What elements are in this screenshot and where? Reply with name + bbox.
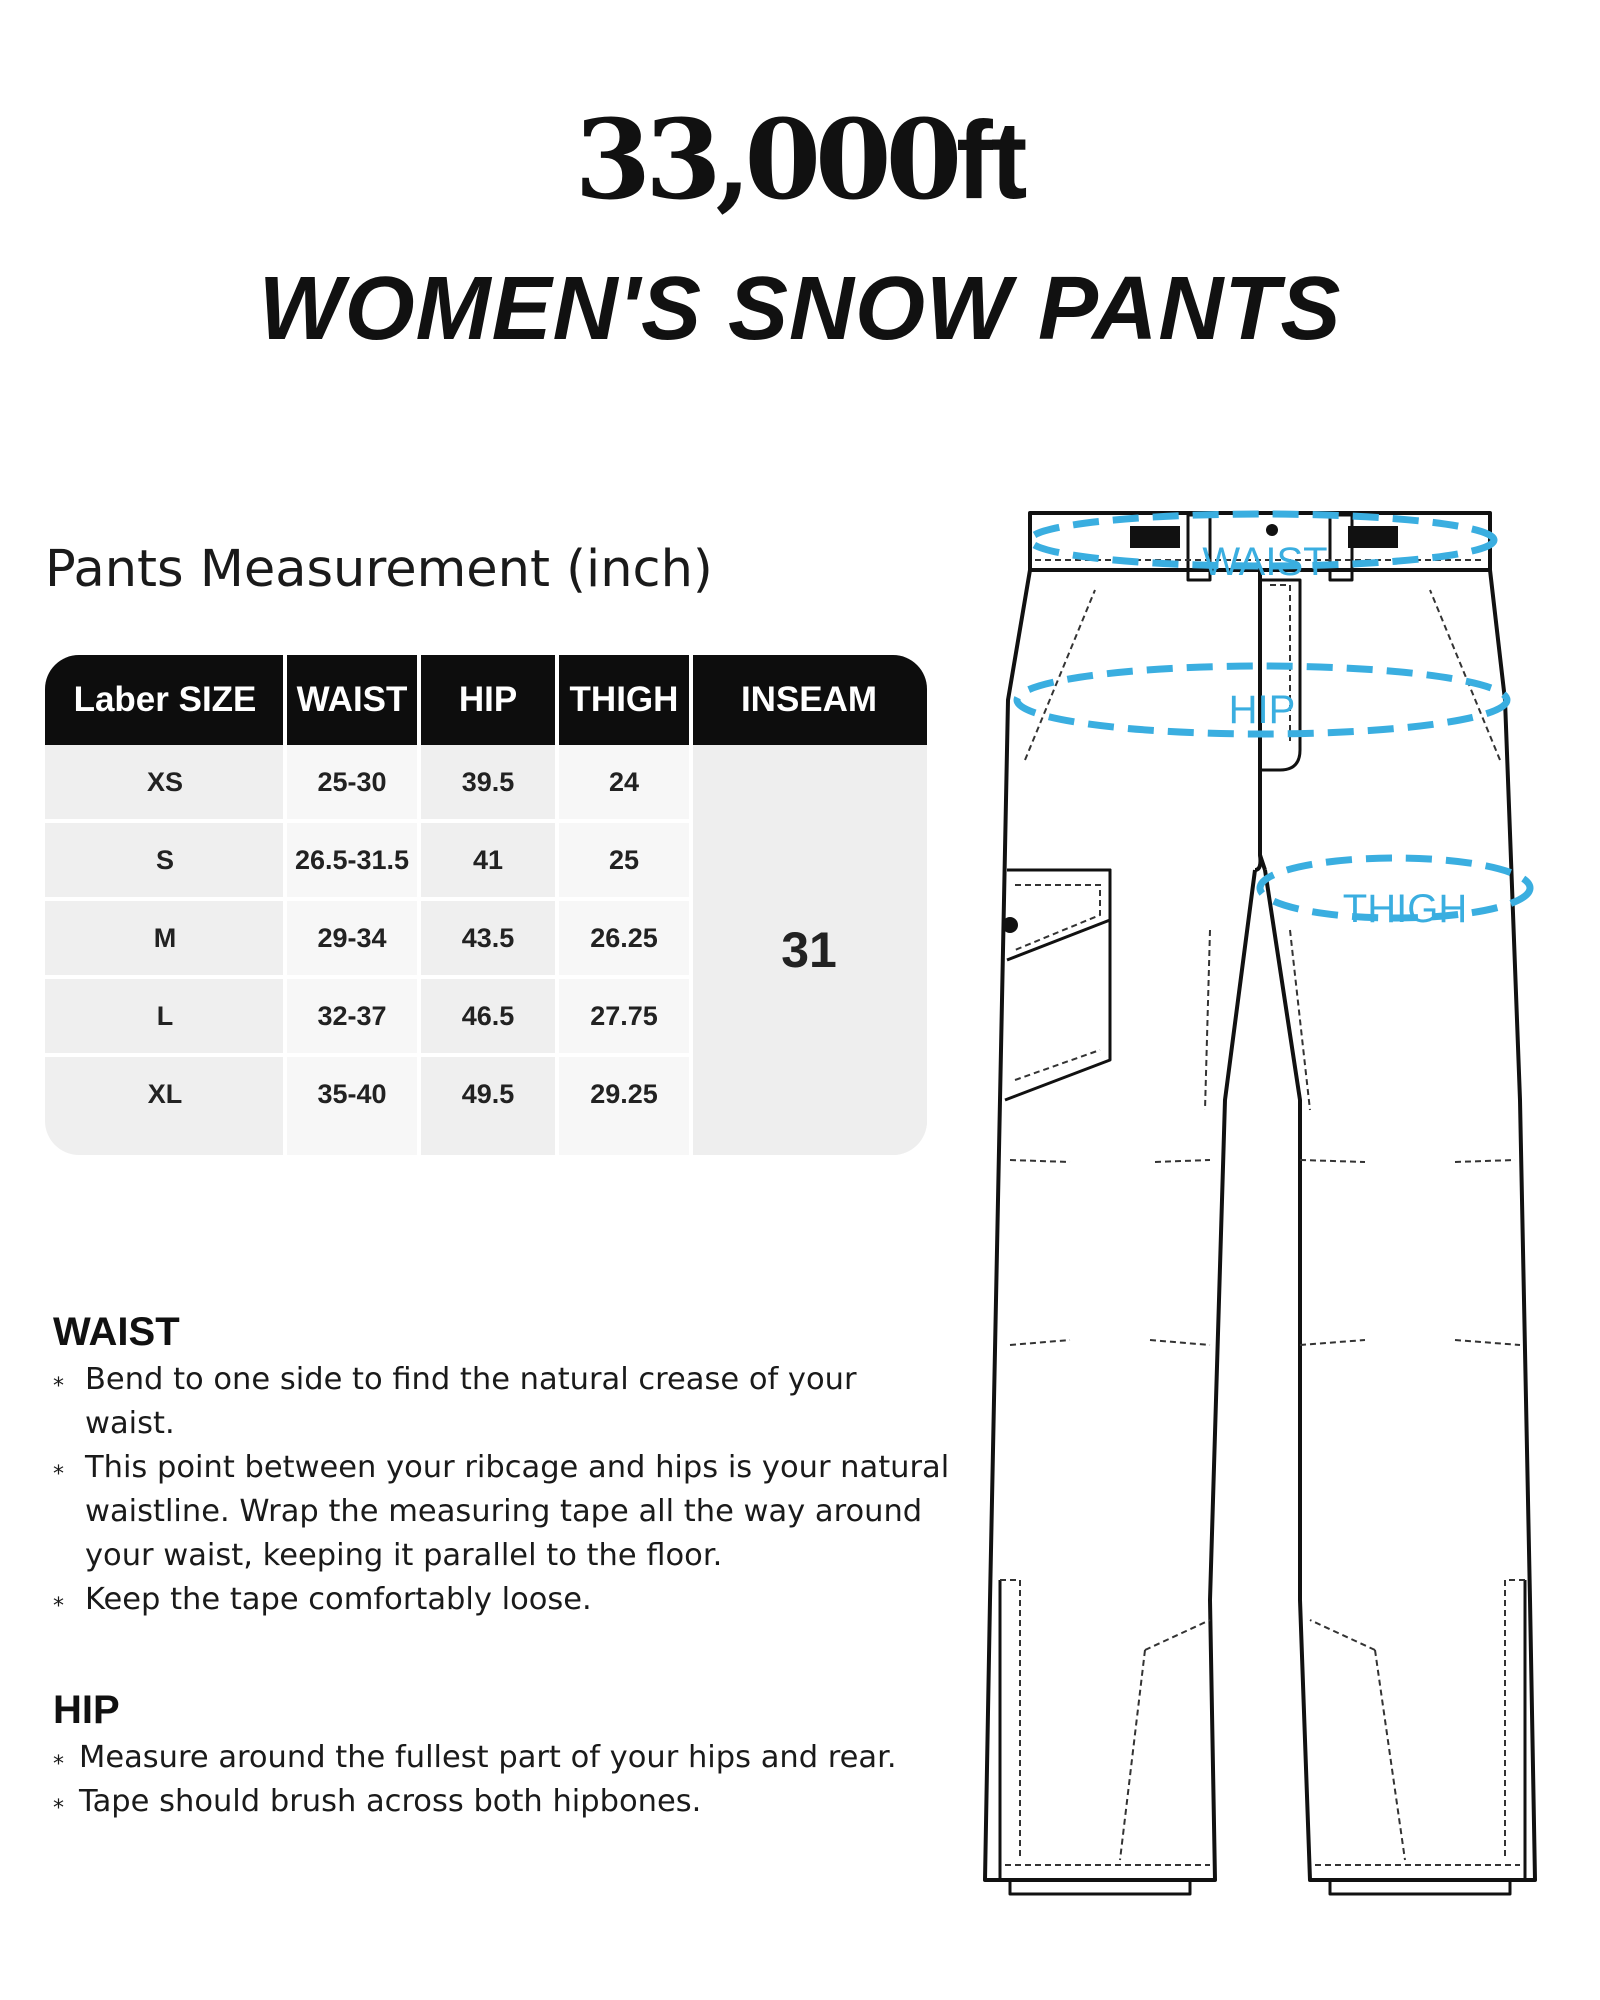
table-cell-waist: 35-40: [317, 1079, 387, 1109]
pants-diagram: [975, 495, 1555, 1905]
table-cell-waist: 29-34: [317, 923, 387, 953]
table-cell-inseam: 31: [691, 745, 927, 1155]
table-cell-size: L: [156, 1001, 174, 1031]
header-thigh: THIGH: [569, 680, 679, 719]
waist-label: WAIST: [1202, 540, 1328, 584]
header-size: Laber SIZE: [73, 680, 257, 719]
bullet-text: Tape should brush across both hipbones.: [79, 1784, 702, 1819]
row-divider: [45, 1053, 691, 1057]
col-divider: [689, 655, 693, 1155]
table-cell-size: XS: [146, 767, 184, 797]
bullet-star: ⁎: [53, 1745, 64, 1770]
waist-button: [1266, 524, 1278, 536]
waist-heading: WAIST: [53, 1310, 180, 1354]
table-cell-hip: 43.5: [461, 923, 515, 953]
size-table: [45, 655, 927, 1155]
hem-band: [1010, 1880, 1190, 1894]
list-item: [53, 1736, 953, 1780]
bullet-text: This point between your ribcage and hips is your natural waistline. Wrap the measuring tape all the way around your waist, keeping it parallel to the floor.: [85, 1450, 950, 1573]
col-divider: [417, 655, 421, 1155]
header-inseam: INSEAM: [740, 680, 878, 719]
row-divider: [45, 975, 691, 979]
table-cell-waist: 32-37: [317, 1001, 387, 1031]
bullet-text: Measure around the fullest part of your hips and rear.: [79, 1740, 897, 1775]
table-cell-hip: 39.5: [461, 767, 515, 797]
list-item: [53, 1446, 953, 1578]
waistband-patch: [1130, 526, 1180, 548]
table-cell-thigh: 26.25: [590, 923, 658, 953]
cargo-button: [1002, 917, 1018, 933]
page-title: WOMEN'S SNOW PANTS: [258, 259, 1342, 359]
hip-instructions: [53, 1736, 953, 1824]
brand-logo: [0, 95, 1600, 224]
table-cell-size: S: [155, 845, 174, 875]
table-cell-waist: 26.5-31.5: [294, 845, 410, 875]
table-cell-thigh: 29.25: [590, 1079, 658, 1109]
thigh-label: THIGH: [1342, 887, 1468, 931]
list-item: [53, 1578, 953, 1622]
hip-heading: HIP: [53, 1688, 120, 1732]
hem-band: [1330, 1880, 1510, 1894]
logo-number: 33: [574, 95, 716, 224]
row-divider: [45, 819, 691, 823]
header-hip: HIP: [458, 680, 518, 719]
table-cell-hip: 46.5: [461, 1001, 515, 1031]
table-cell-thigh: 27.75: [590, 1001, 658, 1031]
waistband-patch: [1348, 526, 1398, 548]
logo-comma: ,: [715, 104, 745, 222]
logo-unit: ft: [956, 99, 1026, 222]
table-cell-thigh: 25: [608, 845, 640, 875]
bullet-star: ⁎: [53, 1789, 64, 1814]
bullet-star: ⁎: [53, 1455, 64, 1480]
bullet-text: Bend to one side to find the natural crease of your waist.: [85, 1362, 857, 1441]
table-cell-size: XL: [147, 1079, 183, 1109]
list-item: [53, 1780, 953, 1824]
logo-zeros: 000: [744, 95, 957, 224]
table-cell-hip: 49.5: [461, 1079, 515, 1109]
col-divider: [555, 655, 559, 1155]
table-cell-waist: 25-30: [317, 767, 387, 797]
bullet-text: Keep the tape comfortably loose.: [85, 1582, 592, 1617]
right-leg-outline: [1265, 570, 1535, 1880]
hip-label: HIP: [1228, 688, 1296, 732]
list-item: [53, 1358, 953, 1446]
col-divider: [283, 655, 287, 1155]
fly: [1260, 580, 1300, 770]
table-cell-size: M: [153, 923, 177, 953]
table-cell-hip: 41: [472, 845, 504, 875]
bullet-star: ⁎: [53, 1367, 64, 1392]
bullet-star: ⁎: [53, 1587, 64, 1612]
header-waist: WAIST: [296, 680, 408, 719]
left-leg-outline: [985, 570, 1255, 1880]
waist-instructions: [53, 1358, 953, 1622]
section-title: Pants Measurement (inch): [45, 540, 713, 599]
row-divider: [45, 897, 691, 901]
table-cell-thigh: 24: [608, 767, 640, 797]
